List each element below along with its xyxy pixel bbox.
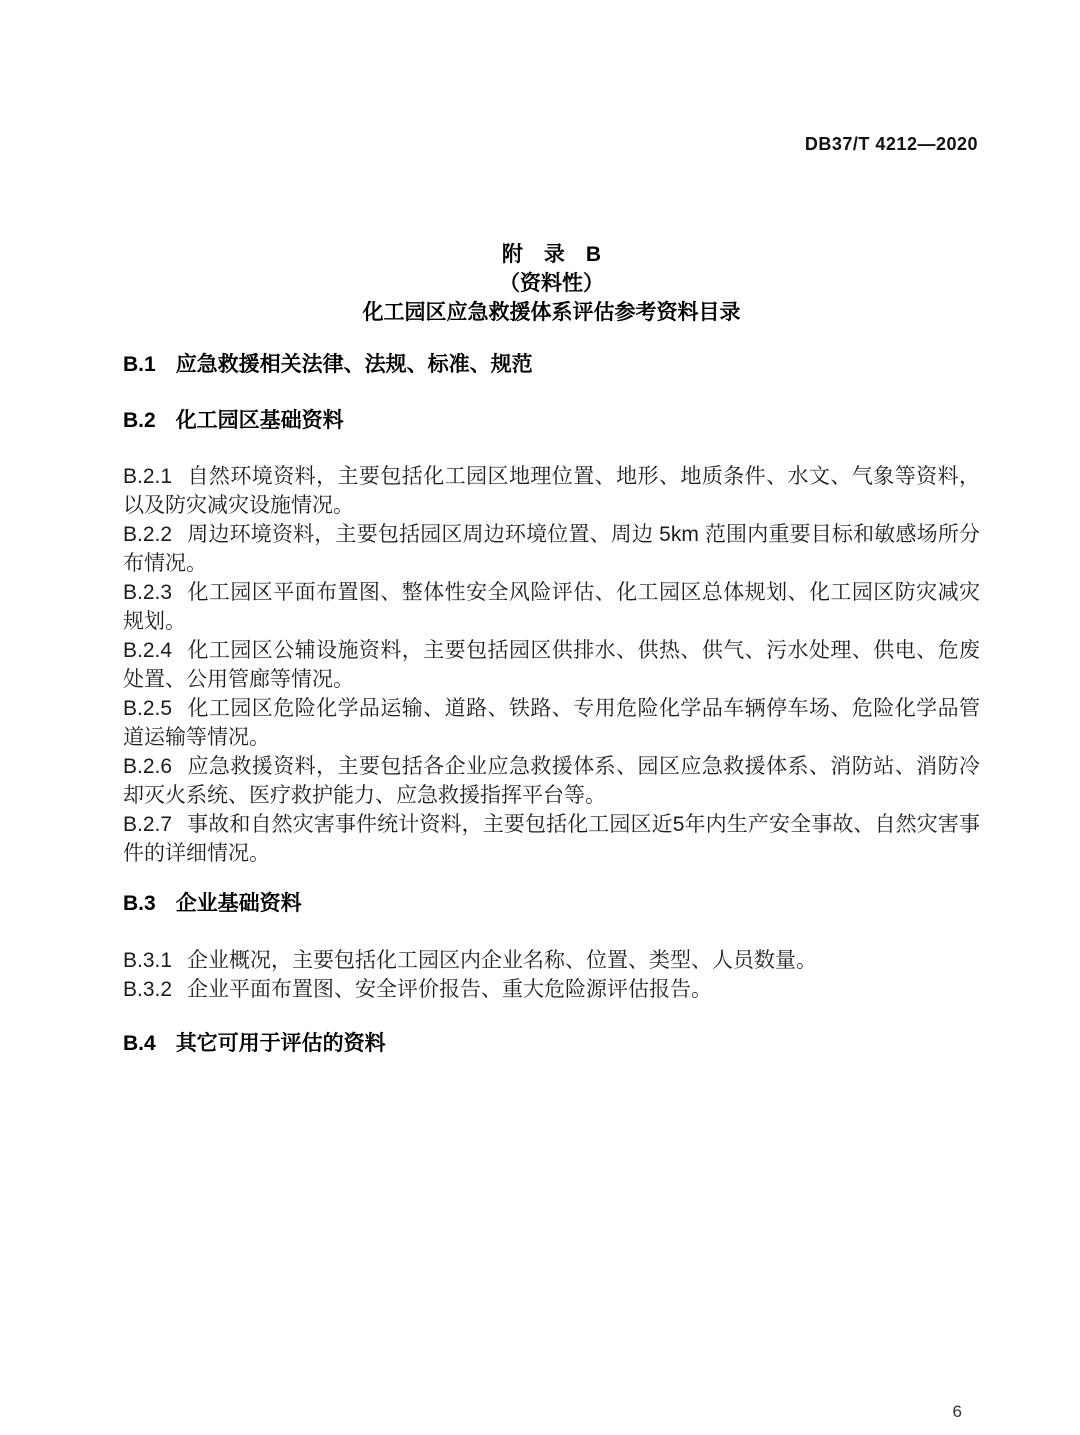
section-b3-clauses (123, 946, 980, 1004)
clause-text: 化工园区危险化学品运输、道路、铁路、专用危险化学品车辆停车场、危险化学品管道运输等情况。 (123, 697, 980, 749)
clause-number: B.2.3 (123, 581, 173, 604)
section-number: B.1 (123, 353, 156, 376)
section-heading-b2 (123, 406, 980, 435)
clause-text: 事故和自然灾害事件统计资料，主要包括化工园区近5年内生产安全事故、自然灾害事件的详细情况。 (123, 813, 980, 865)
clause-text: 周边环境资料，主要包括园区周边环境位置、周边 5km 范围内重要目标和敏感场所分布情况。 (123, 523, 980, 575)
section-title: 其它可用于评估的资料 (175, 1032, 386, 1055)
section-heading-b1 (123, 350, 980, 379)
clause-b2-1 (123, 462, 980, 520)
appendix-label: 附 录 B (501, 243, 602, 266)
appendix-title: 化工园区应急救援体系评估参考资料目录 (362, 301, 741, 324)
section-title: 企业基础资料 (175, 892, 302, 915)
clause-b3-1 (123, 946, 980, 975)
clause-number: B.2.1 (123, 465, 173, 488)
clause-number: B.2.7 (123, 813, 173, 836)
clause-b3-2 (123, 975, 980, 1004)
document-body (123, 350, 980, 1058)
section-number: B.4 (123, 1032, 156, 1055)
clause-b2-7 (123, 810, 980, 868)
clause-number: B.2.2 (123, 523, 173, 546)
clause-text: 应急救援资料，主要包括各企业应急救援体系、园区应急救援体系、消防站、消防冷却灭火系统、医疗救护能力、应急救援指挥平台等。 (123, 755, 980, 807)
standard-number: DB37/T 4212—2020 (804, 134, 978, 154)
section-heading-b4 (123, 1029, 980, 1058)
section-title: 化工园区基础资料 (175, 409, 344, 432)
clause-b2-2 (123, 520, 980, 578)
clause-text: 企业平面布置图、安全评价报告、重大危险源评估报告。 (187, 978, 713, 1001)
clause-number: B.2.6 (123, 755, 173, 778)
clause-number: B.2.4 (123, 639, 173, 662)
clause-text: 化工园区公辅设施资料，主要包括园区供排水、供热、供气、污水处理、供电、危废处置、公用管廊等情况。 (123, 639, 980, 691)
section-number: B.3 (123, 892, 156, 915)
appendix-title-block (123, 240, 980, 327)
section-title: 应急救援相关法律、法规、标准、规范 (175, 353, 533, 376)
clause-b2-5 (123, 694, 980, 752)
appendix-type-note: （资料性） (499, 272, 604, 295)
clause-number: B.3.2 (123, 978, 173, 1001)
clause-b2-4 (123, 636, 980, 694)
clause-number: B.3.1 (123, 949, 173, 972)
clause-b2-3 (123, 578, 980, 636)
clause-text: 企业概况，主要包括化工园区内企业名称、位置、类型、人员数量。 (187, 949, 818, 972)
section-number: B.2 (123, 409, 156, 432)
clause-text: 化工园区平面布置图、整体性安全风险评估、化工园区总体规划、化工园区防灾减灾规划。 (123, 581, 980, 633)
section-b2-clauses (123, 462, 980, 868)
clause-number: B.2.5 (123, 697, 173, 720)
section-heading-b3 (123, 889, 980, 918)
clause-text: 自然环境资料，主要包括化工园区地理位置、地形、地质条件、水文、气象等资料，以及防灾减灾设施情况。 (123, 465, 980, 517)
clause-b2-6 (123, 752, 980, 810)
page-number: 6 (952, 1402, 962, 1421)
